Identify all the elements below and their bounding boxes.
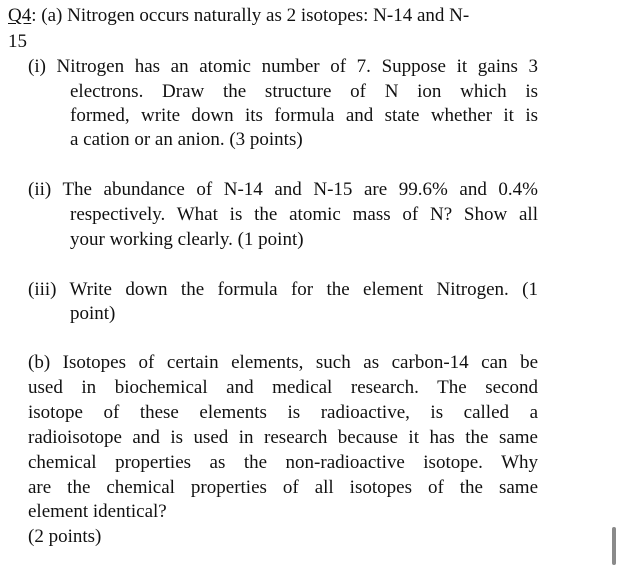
part-b-line-4: radioisotope and is used in research because it has the same: [28, 427, 538, 448]
question-header-line-1: [8, 4, 536, 28]
part-a-iii-line-2: point): [70, 303, 116, 324]
question-label: Q4: [8, 5, 32, 26]
part-b-line-6: are the chemical properties of all isotopes of the same: [28, 477, 538, 498]
part-b-line-7: element identical?: [28, 501, 167, 522]
question-header-text: : (a) Nitrogen occurs naturally as 2 isotopes: N-14 and N-: [31, 5, 470, 26]
part-a-i-line-4: a cation or an anion. (3 points): [70, 129, 303, 150]
part-b-line-1: (b) Isotopes of certain elements, such as carbon-14 can be: [28, 352, 538, 373]
part-b-line-2: used in biochemical and medical research. The second: [28, 377, 538, 398]
part-b-line-8: (2 points): [28, 526, 102, 547]
part-b-line-5: chemical properties as the non-radioactive isotope. Why: [28, 452, 538, 473]
part-a-ii-line-1: (ii) The abundance of N-14 and N-15 are 99.6% and 0.4%: [28, 179, 538, 200]
question-header-line-2: 15: [8, 31, 27, 52]
scrollbar-thumb[interactable]: [612, 527, 616, 565]
part-a-ii-line-2: respectively. What is the atomic mass of N? Show all: [70, 204, 538, 225]
part-a-ii-line-3: your working clearly. (1 point): [70, 229, 304, 250]
part-a-i-line-1: (i) Nitrogen has an atomic number of 7. Suppose it gains 3: [28, 56, 538, 77]
part-a-iii-line-1: (iii) Write down the formula for the element Nitrogen. (1: [28, 279, 538, 300]
part-b-line-3: isotope of these elements is radioactive, is called a: [28, 402, 538, 423]
part-a-i-line-3: formed, write down its formula and state whether it is: [70, 105, 538, 126]
part-a-i-line-2: electrons. Draw the structure of N ion which is: [70, 81, 538, 102]
